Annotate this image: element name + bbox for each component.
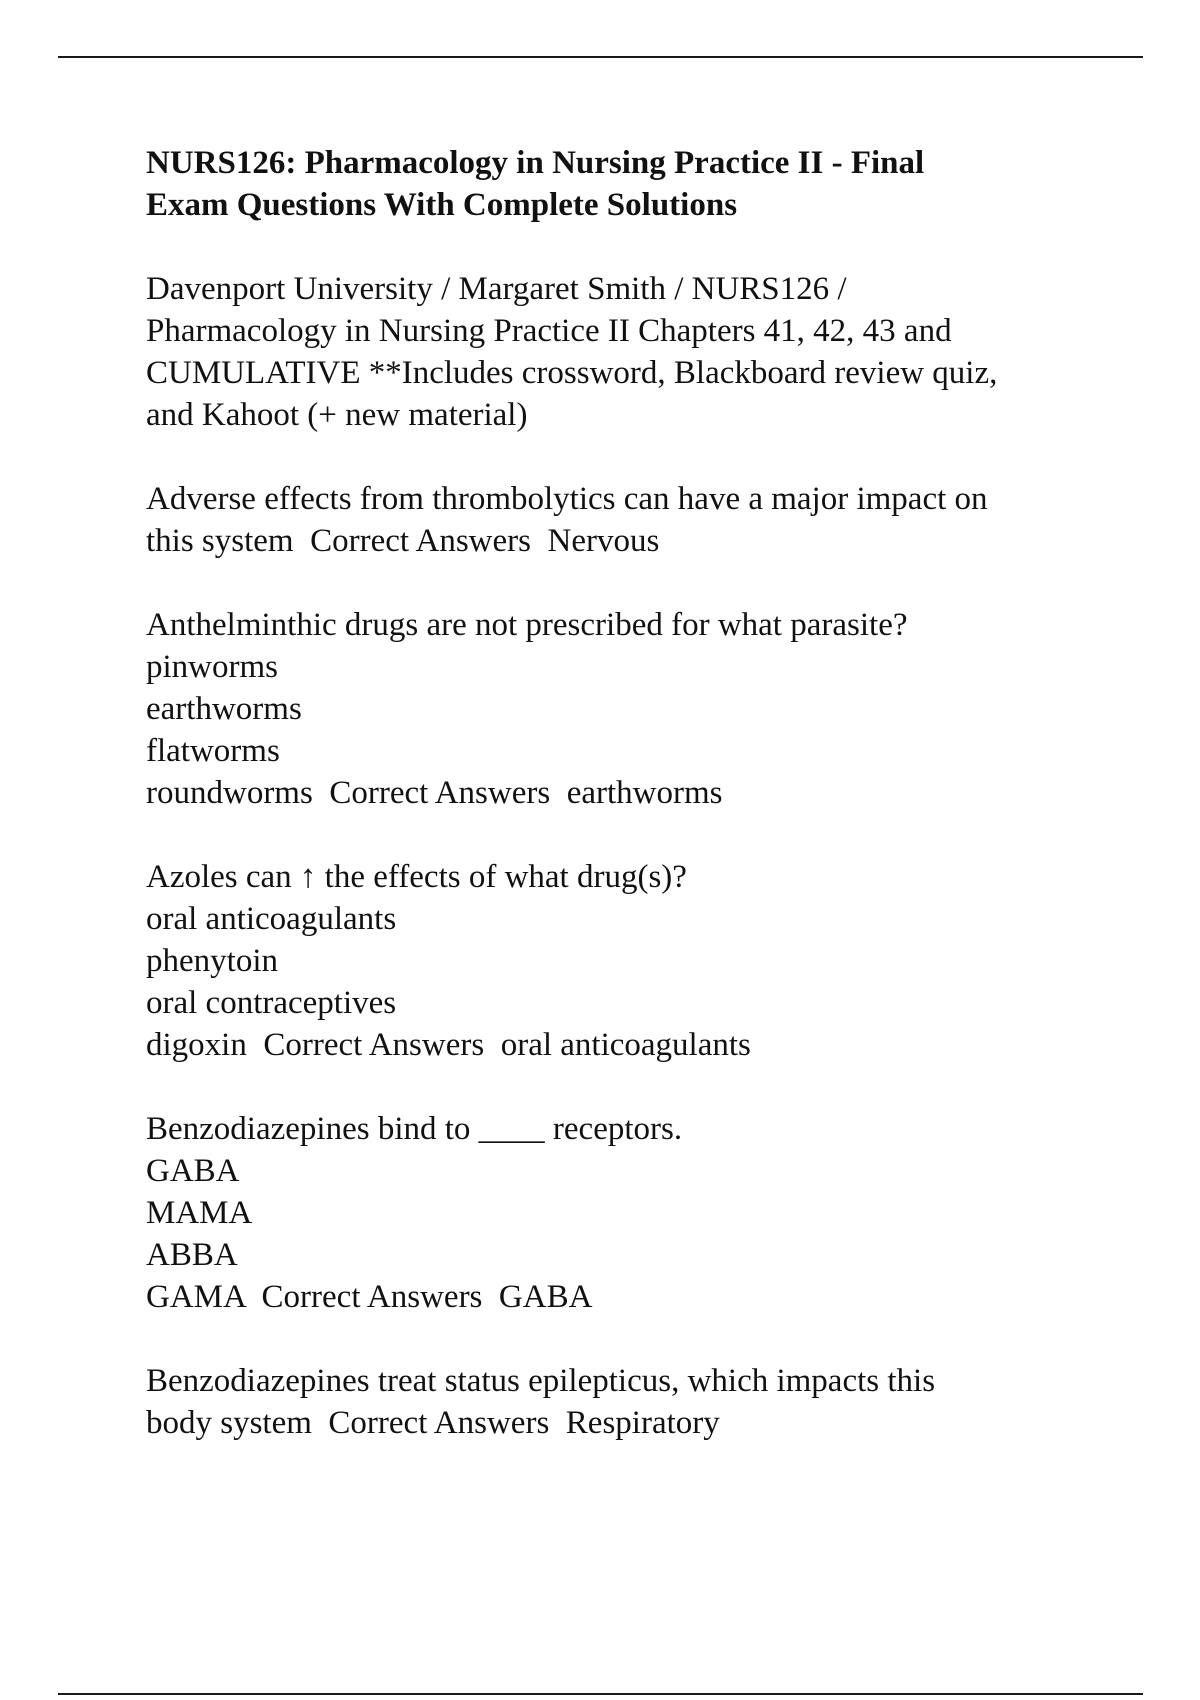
answer-value: oral anticoagulants <box>500 1027 751 1063</box>
top-rule <box>58 56 1143 58</box>
question-text: this system <box>146 523 294 559</box>
course-info-line: and Kahoot (+ new material) <box>146 397 528 433</box>
title-line-1: NURS126: Pharmacology in Nursing Practice II - Final <box>146 145 925 181</box>
option-item: GABA <box>146 1153 240 1189</box>
question-text: Anthelminthic drugs are not prescribed for what parasite? <box>146 607 908 643</box>
question-block <box>146 856 1106 1066</box>
option-item: roundworms <box>146 775 313 811</box>
question-text: body system <box>146 1405 312 1441</box>
option-item: oral anticoagulants <box>146 901 397 937</box>
question-text: Benzodiazepines treat status epilepticus, which impacts this <box>146 1363 936 1399</box>
option-item: pinworms <box>146 649 278 685</box>
answer-value: Respiratory <box>565 1405 720 1441</box>
answer-label: Correct Answers <box>263 1027 485 1063</box>
question-block <box>146 478 1106 562</box>
answer-label: Correct Answers <box>310 523 531 559</box>
course-info-line: Pharmacology in Nursing Practice II Chapters 41, 42, 43 and <box>146 313 952 349</box>
question-block <box>146 1108 1106 1318</box>
document-title <box>146 142 1106 226</box>
course-info-line: Davenport University / Margaret Smith / NURS126 / <box>146 271 847 307</box>
option-item: phenytoin <box>146 943 278 979</box>
question-answer-line <box>146 1024 1106 1066</box>
answer-label: Correct Answers <box>261 1279 483 1315</box>
answer-value: GABA <box>498 1279 593 1315</box>
course-info-line: CUMULATIVE **Includes crossword, Blackboard review quiz, <box>146 355 998 391</box>
question-block <box>146 1360 1106 1444</box>
option-item: GAMA <box>146 1279 246 1315</box>
option-item: digoxin <box>146 1027 247 1063</box>
question-answer-line <box>146 1402 1106 1444</box>
answer-label: Correct Answers <box>329 775 551 811</box>
document-body <box>146 142 1106 1486</box>
question-text: Azoles can ↑ the effects of what drug(s)? <box>146 859 687 895</box>
question-answer-line <box>146 1276 1106 1318</box>
question-text: Benzodiazepines bind to ____ receptors. <box>146 1111 683 1147</box>
answer-value: earthworms <box>566 775 723 811</box>
option-item: earthworms <box>146 691 302 727</box>
option-item: ABBA <box>146 1237 238 1273</box>
course-info <box>146 268 1106 436</box>
question-block <box>146 604 1106 814</box>
option-item: flatworms <box>146 733 280 769</box>
answer-label: Correct Answers <box>328 1405 550 1441</box>
question-answer-line <box>146 772 1106 814</box>
option-item: oral contraceptives <box>146 985 397 1021</box>
option-item: MAMA <box>146 1195 253 1231</box>
question-text: Adverse effects from thrombolytics can have a major impact on <box>146 481 988 517</box>
bottom-rule <box>58 1693 1143 1695</box>
answer-value: Nervous <box>547 523 660 559</box>
question-answer-line <box>146 520 1106 562</box>
title-line-2: Exam Questions With Complete Solutions <box>146 187 738 223</box>
